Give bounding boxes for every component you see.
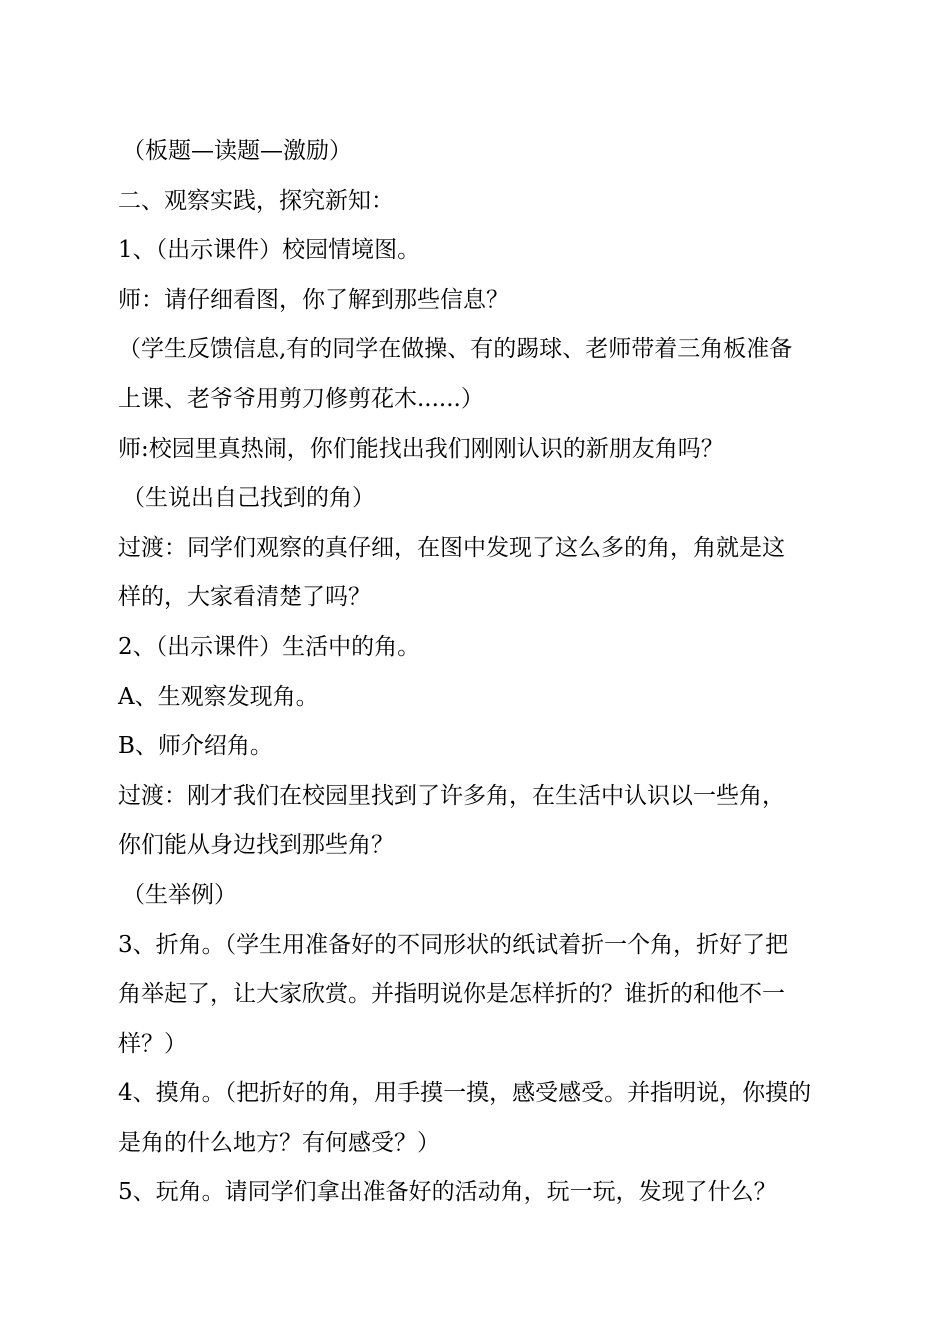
text-line: A、生观察发现角。 (118, 683, 319, 710)
text-line: 2、（出示课件）生活中的角。 (118, 633, 421, 660)
text-line: 上课、老爷爷用剪刀修剪花木......） (118, 385, 484, 412)
text-line: 过渡：同学们观察的真仔细，在图中发现了这么多的角，角就是这 (118, 534, 785, 561)
text-line: 5、玩角。请同学们拿出准备好的活动角，玩一玩，发现了什么？ (118, 1179, 777, 1206)
text-line: （生说出自己找到的角） (122, 485, 375, 512)
text-line: 1、（出示课件）校园情境图。 (118, 237, 421, 264)
text-line: （板题—读题—激励） (122, 138, 352, 164)
text-line: 角举起了，让大家欣赏。并指明说你是怎样折的？谁折的和他不一 (118, 981, 785, 1008)
text-line: 3、折角。（学生用准备好的不同形状的纸试着折一个角，折好了把 (118, 931, 789, 958)
text-line: 过渡：刚才我们在校园里找到了许多角，在生活中认识以一些角， (118, 782, 785, 809)
text-line: 4、摸角。（把折好的角，用手摸一摸，感受感受。并指明说，你摸的 (118, 1080, 812, 1107)
text-line: 样？） (118, 1030, 187, 1057)
section-heading: 二、观察实践，探究新知： (118, 187, 394, 214)
text-line: B、师介绍角。 (118, 733, 273, 760)
text-line: 师：请仔细看图，你了解到那些信息？ (118, 286, 509, 313)
text-line: 你们能从身边找到那些角？ (118, 832, 394, 859)
text-line: （生举例） (122, 881, 237, 908)
text-line: 师:校园里真热闹，你们能找出我们刚刚认识的新朋友角吗？ (118, 435, 724, 462)
text-line: 样的，大家看清楚了吗？ (118, 584, 371, 611)
document-body (118, 127, 848, 1218)
text-line: （学生反馈信息,有的同学在做操、有的踢球、老师带着三角板准备 (118, 336, 793, 363)
text-line: 是角的什么地方？有何感受？） (118, 1129, 440, 1156)
